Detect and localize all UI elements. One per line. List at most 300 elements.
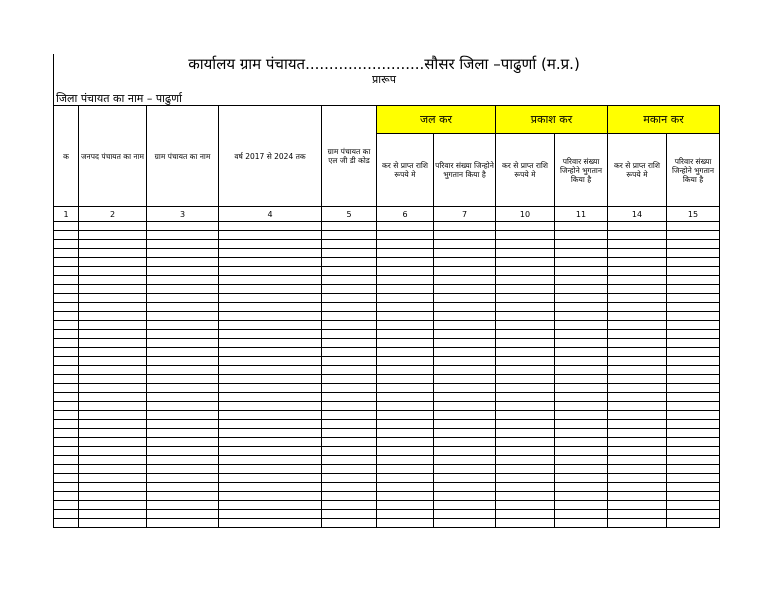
table-cell [219,375,322,384]
table-cell [219,276,322,285]
table-row [54,276,720,285]
table-cell [496,294,555,303]
table-cell [434,330,496,339]
table-cell [434,447,496,456]
table-cell [79,456,147,465]
table-cell [147,348,219,357]
header-lgd-code: ग्राम पंचायत का एल जी डी कोड [322,106,377,207]
table-cell [496,222,555,231]
table-cell [496,402,555,411]
table-cell [377,348,434,357]
table-cell [322,276,377,285]
table-cell [377,438,434,447]
table-cell [608,402,667,411]
table-cell [555,303,608,312]
table-cell [377,384,434,393]
table-cell [667,465,720,474]
table-cell [377,285,434,294]
table-cell [147,222,219,231]
table-cell [54,429,79,438]
table-row [54,411,720,420]
water-tax-amount-header: कर से प्राप्त राशि रूपये मे [377,134,434,207]
table-cell [322,411,377,420]
table-cell [377,312,434,321]
table-cell [496,411,555,420]
table-cell [147,411,219,420]
table-cell [667,456,720,465]
table-row [54,474,720,483]
table-cell [434,240,496,249]
table-cell [608,222,667,231]
table-cell [147,429,219,438]
table-cell [434,249,496,258]
table-cell [377,366,434,375]
table-cell [377,231,434,240]
table-cell [219,222,322,231]
table-row [54,294,720,303]
table-cell [79,483,147,492]
table-row [54,348,720,357]
table-cell [667,447,720,456]
table-cell [79,519,147,528]
table-cell [496,267,555,276]
table-cell [496,510,555,519]
table-cell [79,402,147,411]
table-cell [377,393,434,402]
table-cell [147,492,219,501]
table-cell [54,420,79,429]
table-cell [434,465,496,474]
table-cell [377,456,434,465]
table-cell [496,366,555,375]
table-cell [147,321,219,330]
table-cell [54,393,79,402]
light-tax-families-header: परिवार संख्या जिन्होने भुगतान किया है [555,134,608,207]
table-cell [434,420,496,429]
table-cell [322,465,377,474]
page-title: कार्यालय ग्राम पंचायत.........................सौसर जिला –पाढुर्णा (म.प्र.) [188,55,580,73]
table-cell [667,231,720,240]
table-cell [608,429,667,438]
table-cell [377,330,434,339]
table-cell [667,276,720,285]
table-cell [147,384,219,393]
table-cell [147,258,219,267]
table-cell [555,348,608,357]
column-number-cell: 4 [219,207,322,222]
table-cell [322,240,377,249]
table-cell [219,357,322,366]
table-cell [555,501,608,510]
proforma-table [53,105,720,528]
table-cell [434,411,496,420]
table-cell [322,420,377,429]
table-row [54,447,720,456]
table-cell [219,285,322,294]
table-row [54,519,720,528]
table-cell [667,393,720,402]
table-cell [555,411,608,420]
table-cell [496,492,555,501]
table-cell [434,222,496,231]
table-cell [667,375,720,384]
table-cell [555,285,608,294]
table-cell [54,231,79,240]
header-janpad-panchayat: जनपद पंचायत का नाम [79,106,147,207]
table-cell [667,357,720,366]
column-number-cell: 6 [377,207,434,222]
table-cell [555,312,608,321]
table-cell [555,366,608,375]
table-cell [434,357,496,366]
table-cell [667,321,720,330]
table-cell [219,483,322,492]
table-cell [79,285,147,294]
table-cell [79,231,147,240]
table-row [54,438,720,447]
table-cell [79,312,147,321]
table-row [54,249,720,258]
table-row [54,483,720,492]
table-cell [608,240,667,249]
group-header-water-tax: जल कर [377,106,496,134]
table-cell [434,231,496,240]
table-cell [667,222,720,231]
table-cell [608,384,667,393]
table-cell [434,384,496,393]
table-cell [219,321,322,330]
table-cell [147,402,219,411]
table-cell [147,447,219,456]
table-cell [322,375,377,384]
column-number-cell: 7 [434,207,496,222]
table-cell [147,420,219,429]
table-cell [54,339,79,348]
table-cell [496,303,555,312]
table-cell [434,375,496,384]
table-row [54,402,720,411]
table-cell [54,501,79,510]
table-cell [434,276,496,285]
table-cell [322,222,377,231]
table-cell [667,339,720,348]
table-cell [147,519,219,528]
table-cell [377,519,434,528]
table-cell [667,402,720,411]
table-cell [79,276,147,285]
table-cell [608,276,667,285]
table-cell [219,267,322,276]
water-tax-families-header: परिवार संख्या जिन्होने भुगतान किया है [434,134,496,207]
table-cell [496,384,555,393]
table-cell [219,330,322,339]
table-cell [608,267,667,276]
table-cell [434,258,496,267]
table-cell [434,393,496,402]
table-cell [54,294,79,303]
table-cell [54,285,79,294]
table-cell [322,231,377,240]
table-cell [608,285,667,294]
table-cell [377,474,434,483]
table-cell [555,465,608,474]
table-cell [608,519,667,528]
table-cell [555,375,608,384]
table-cell [54,357,79,366]
table-cell [377,492,434,501]
table-cell [377,429,434,438]
table-cell [79,438,147,447]
table-cell [667,474,720,483]
table-cell [322,384,377,393]
table-cell [608,411,667,420]
table-cell [377,267,434,276]
table-cell [219,510,322,519]
table-cell [147,339,219,348]
table-cell [667,348,720,357]
table-cell [219,294,322,303]
table-cell [79,330,147,339]
table-cell [79,501,147,510]
column-number-cell: 10 [496,207,555,222]
table-row [54,429,720,438]
table-cell [434,429,496,438]
table-cell [147,312,219,321]
table-cell [496,438,555,447]
table-cell [219,303,322,312]
table-cell [608,231,667,240]
table-cell [434,366,496,375]
table-cell [496,231,555,240]
table-cell [608,447,667,456]
table-cell [434,510,496,519]
table-cell [54,456,79,465]
table-cell [496,474,555,483]
table-cell [219,492,322,501]
table-cell [322,330,377,339]
table-cell [434,456,496,465]
table-cell [555,447,608,456]
table-cell [608,456,667,465]
table-cell [54,240,79,249]
table-cell [322,438,377,447]
table-cell [667,492,720,501]
table-cell [219,420,322,429]
page-subtitle: प्रारूप [372,73,396,86]
table-cell [608,303,667,312]
table-row [54,231,720,240]
table-cell [147,240,219,249]
table-cell [79,465,147,474]
table-cell [377,420,434,429]
table-cell [79,321,147,330]
table-row [54,267,720,276]
table-cell [322,393,377,402]
table-cell [434,519,496,528]
table-cell [79,258,147,267]
table-cell [147,456,219,465]
table-cell [608,339,667,348]
light-tax-amount-header: कर से प्राप्त राशि रूपये मे [496,134,555,207]
table-cell [147,267,219,276]
table-cell [667,420,720,429]
table-cell [667,438,720,447]
table-cell [79,447,147,456]
table-cell [54,249,79,258]
table-cell [377,510,434,519]
table-cell [147,294,219,303]
table-cell [322,501,377,510]
table-cell [496,375,555,384]
table-cell [219,429,322,438]
table-cell [147,483,219,492]
table-cell [667,267,720,276]
table-cell [54,312,79,321]
table-cell [434,312,496,321]
table-cell [147,393,219,402]
table-cell [496,447,555,456]
table-cell [667,483,720,492]
table-cell [54,465,79,474]
header-year: वर्ष 2017 से 2024 तक [219,106,322,207]
table-cell [54,474,79,483]
table-cell [54,447,79,456]
table-cell [322,312,377,321]
table-cell [608,474,667,483]
table-cell [555,474,608,483]
table-cell [434,303,496,312]
column-number-cell: 3 [147,207,219,222]
table-cell [79,474,147,483]
table-row [54,357,720,366]
table-cell [555,384,608,393]
table-row [54,285,720,294]
table-cell [667,429,720,438]
table-cell [219,456,322,465]
table-cell [322,429,377,438]
table-cell [219,258,322,267]
table-cell [608,465,667,474]
table-cell [79,510,147,519]
table-cell [322,285,377,294]
table-cell [496,249,555,258]
column-number-cell: 5 [322,207,377,222]
table-cell [79,357,147,366]
district-label: जिला पंचायत का नाम – पाढुर्णा [56,92,182,105]
table-cell [377,258,434,267]
column-number-cell: 14 [608,207,667,222]
table-cell [79,348,147,357]
table-cell [79,384,147,393]
table-cell [219,438,322,447]
table-cell [377,447,434,456]
table-cell [555,240,608,249]
table-cell [322,456,377,465]
table-cell [219,411,322,420]
table-cell [555,519,608,528]
table-cell [608,492,667,501]
table-cell [608,294,667,303]
table-cell [54,402,79,411]
table-cell [496,285,555,294]
table-row [54,258,720,267]
table-row [54,312,720,321]
table-cell [667,366,720,375]
table-cell [147,438,219,447]
table-cell [496,258,555,267]
table-cell [377,411,434,420]
column-number-cell: 11 [555,207,608,222]
table-row [54,510,720,519]
table-cell [667,312,720,321]
table-cell [667,303,720,312]
table-cell [322,483,377,492]
table-cell [377,276,434,285]
table-cell [608,393,667,402]
table-cell [555,249,608,258]
table-cell [496,339,555,348]
table-cell [322,492,377,501]
table-cell [79,429,147,438]
table-cell [54,330,79,339]
table-cell [667,240,720,249]
table-row [54,456,720,465]
table-cell [555,456,608,465]
table-cell [496,312,555,321]
table-cell [496,456,555,465]
table-cell [496,393,555,402]
column-number-cell: 1 [54,207,79,222]
table-cell [79,294,147,303]
table-cell [54,384,79,393]
table-cell [555,231,608,240]
table-cell [219,393,322,402]
group-header-light-tax: प्रकाश कर [496,106,608,134]
table-cell [54,519,79,528]
table-cell [667,258,720,267]
table-cell [79,303,147,312]
table-cell [219,384,322,393]
table-row [54,240,720,249]
table-cell [219,249,322,258]
table-cell [147,285,219,294]
table-cell [608,249,667,258]
table-cell [322,357,377,366]
table-cell [608,483,667,492]
table-cell [54,258,79,267]
table-cell [54,276,79,285]
table-cell [219,240,322,249]
table-cell [496,519,555,528]
table-cell [147,366,219,375]
table-cell [377,240,434,249]
table-cell [322,249,377,258]
table-cell [79,339,147,348]
table-cell [322,402,377,411]
table-cell [555,258,608,267]
table-cell [496,465,555,474]
table-cell [667,519,720,528]
table-cell [79,366,147,375]
table-cell [147,474,219,483]
table-cell [608,501,667,510]
group-header-house-tax: मकान कर [608,106,720,134]
table-cell [377,465,434,474]
table-cell [555,402,608,411]
table-cell [377,375,434,384]
table-cell [608,258,667,267]
table-cell [555,429,608,438]
